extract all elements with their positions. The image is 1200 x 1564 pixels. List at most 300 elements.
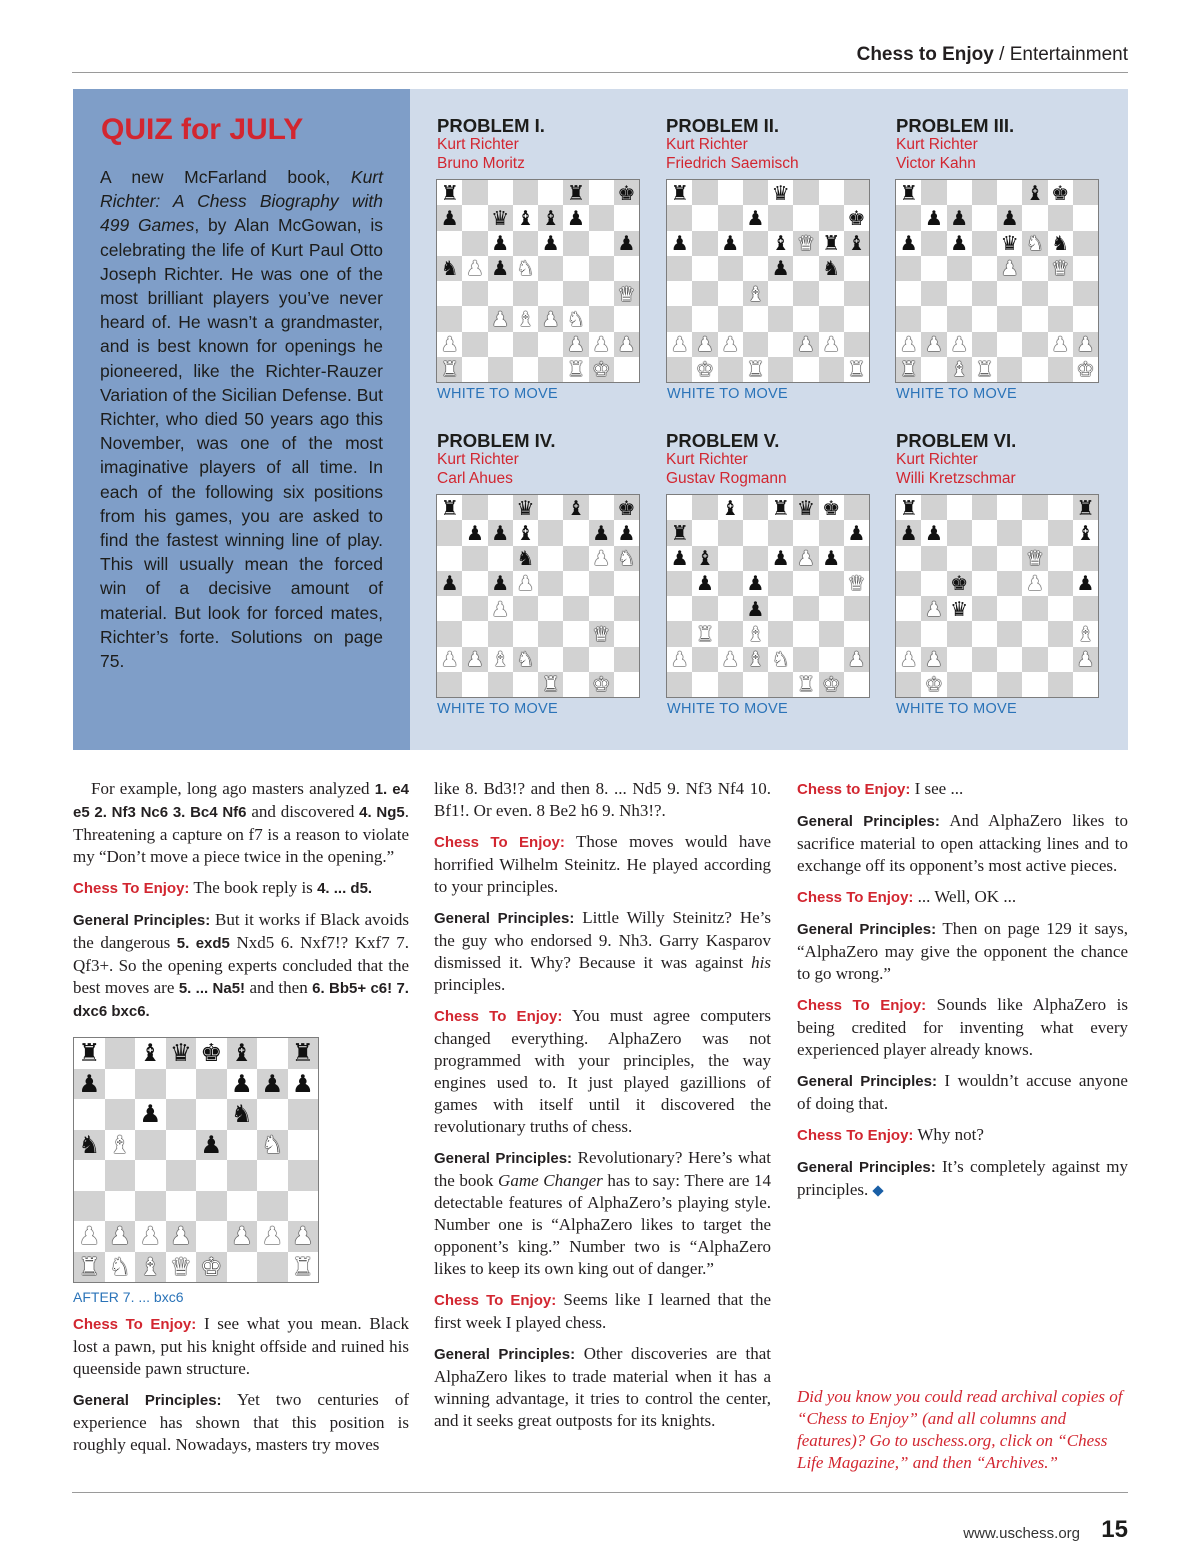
board-square: [667, 205, 692, 230]
board-square: [921, 596, 946, 621]
white-pawn-icon: ♟: [592, 546, 611, 571]
board-square: [768, 520, 793, 545]
board-square: [1048, 256, 1073, 281]
black-rook-icon: ♜: [440, 180, 459, 205]
paragraph: Chess To Enjoy: ... Well, OK ...: [797, 887, 1017, 906]
board-square: [1073, 621, 1098, 646]
board-square: [921, 281, 946, 306]
white-knight-icon: ♞: [1025, 231, 1044, 256]
board-square: [589, 231, 614, 256]
board-square: [947, 546, 972, 571]
board-square: [1073, 256, 1098, 281]
board-square: [768, 495, 793, 520]
board-square: [614, 647, 639, 672]
board-square: [768, 281, 793, 306]
board-square: [614, 256, 639, 281]
board-square: [589, 571, 614, 596]
board-square: [819, 205, 844, 230]
board-square: [589, 205, 614, 230]
board-square: [972, 596, 997, 621]
problem-1-caption: WHITE TO MOVE: [437, 386, 558, 402]
black-bishop-icon: ♝: [771, 231, 790, 256]
board-square: [538, 672, 563, 697]
board-square: [972, 231, 997, 256]
black-bishop-icon: ♝: [721, 495, 740, 520]
board-square: [563, 520, 588, 545]
problem-3: [896, 116, 1101, 173]
header-category: Entertainment: [1009, 44, 1128, 65]
board-square: [257, 1069, 288, 1100]
board-square: [563, 205, 588, 230]
white-pawn-icon: ♟: [670, 647, 689, 672]
black-rook-icon: ♜: [1076, 495, 1095, 520]
board-square: [1048, 596, 1073, 621]
black-pawn-icon: ♟: [721, 231, 740, 256]
black-queen-icon: ♛: [796, 495, 815, 520]
board-square: [692, 180, 717, 205]
board-square: [513, 281, 538, 306]
board-square: [227, 1099, 258, 1130]
white-king-icon: ♚: [200, 1251, 223, 1281]
board-square: [768, 546, 793, 571]
board-square: [437, 256, 462, 281]
white-queen-icon: ♛: [1025, 546, 1044, 571]
board-square: [1048, 621, 1073, 646]
board-square: [166, 1099, 197, 1130]
board-square: [437, 546, 462, 571]
board-square: [196, 1160, 227, 1191]
board-square: [462, 571, 487, 596]
board-square: [1022, 281, 1047, 306]
board-square: [166, 1069, 197, 1100]
black-rook-icon: ♜: [670, 180, 689, 205]
board-square: [844, 306, 869, 331]
problem-2: [666, 116, 871, 173]
board-square: [921, 231, 946, 256]
board-square: [819, 596, 844, 621]
board-square: [1022, 306, 1047, 331]
board-square: [1073, 495, 1098, 520]
board-square: [947, 306, 972, 331]
board-square: [947, 571, 972, 596]
board-square: [462, 495, 487, 520]
board-square: [257, 1252, 288, 1283]
black-pawn-icon: ♟: [670, 231, 689, 256]
black-pawn-icon: ♟: [924, 520, 943, 545]
board-square: [793, 180, 818, 205]
board-square: [921, 495, 946, 520]
board-square: [718, 571, 743, 596]
problem-4-caption: WHITE TO MOVE: [437, 701, 558, 717]
black-pawn-icon: ♟: [261, 1068, 284, 1098]
board-square: [819, 495, 844, 520]
paragraph: Chess To Enjoy: Seems like I learned that the first week I played chess.: [434, 1290, 772, 1332]
black-pawn-icon: ♟: [617, 520, 636, 545]
board-square: [896, 357, 921, 382]
board-square: [513, 621, 538, 646]
board-square: [538, 647, 563, 672]
white-pawn-icon: ♟: [465, 647, 484, 672]
black-pawn-icon: ♟: [230, 1068, 253, 1098]
black-pawn-icon: ♟: [899, 231, 918, 256]
board-square: [718, 647, 743, 672]
board-square: [947, 621, 972, 646]
black-queen-icon: ♛: [950, 596, 969, 621]
board-square: [488, 306, 513, 331]
board-square: [972, 546, 997, 571]
white-pawn-icon: ♟: [491, 306, 510, 331]
problem-6-caption: WHITE TO MOVE: [896, 701, 1017, 717]
board-square: [819, 571, 844, 596]
board-square: [997, 621, 1022, 646]
black-king-icon: ♚: [847, 205, 866, 230]
board-square: [462, 205, 487, 230]
speaker-label: Chess To Enjoy:: [797, 1127, 914, 1144]
board-square: [844, 281, 869, 306]
board-square: [1073, 332, 1098, 357]
board-square: [997, 495, 1022, 520]
board-square: [718, 205, 743, 230]
black-pawn-icon: ♟: [950, 205, 969, 230]
board-square: [462, 306, 487, 331]
white-pawn-icon: ♟: [1025, 571, 1044, 596]
problem-black-player: Bruno Moritz: [437, 154, 525, 172]
speaker-label: General Principles:: [797, 1073, 937, 1090]
board-square: [589, 306, 614, 331]
board-square: [844, 495, 869, 520]
board-square: [488, 281, 513, 306]
board-square: [844, 672, 869, 697]
speaker-label: Chess To Enjoy:: [434, 1008, 563, 1025]
board-square: [437, 281, 462, 306]
black-queen-icon: ♛: [1000, 231, 1019, 256]
board-square: [1073, 546, 1098, 571]
board-square: [538, 357, 563, 382]
footer-url[interactable]: www.uschess.org: [963, 1525, 1080, 1542]
black-pawn-icon: ♟: [491, 231, 510, 256]
board-square: [896, 180, 921, 205]
speaker-label: General Principles:: [73, 1392, 222, 1409]
white-pawn-icon: ♟: [1000, 256, 1019, 281]
white-pawn-icon: ♟: [491, 596, 510, 621]
archive-note: Did you know you could read archival copies of “Chess to Enjoy” (and all columns and features)? Go to uschess.org, click on “Chess Life Magazine,” and then “Archives.”: [797, 1387, 1123, 1472]
board-square: [288, 1221, 319, 1252]
board-square: [288, 1038, 319, 1069]
board-square: [997, 596, 1022, 621]
board-square: [793, 520, 818, 545]
board-square: [589, 672, 614, 697]
board-square: [135, 1069, 166, 1100]
board-square: [819, 647, 844, 672]
header-separator: /: [993, 44, 1010, 65]
speaker-label: General Principles:: [797, 921, 937, 938]
board-square: [1048, 332, 1073, 357]
black-pawn-icon: ♟: [746, 205, 765, 230]
board-square: [538, 306, 563, 331]
board-square: [1073, 180, 1098, 205]
board-square: [844, 647, 869, 672]
paragraph: General Principles: And AlphaZero likes to sacrifice material to open attacking lines and to exchange off its opponent’s most active pieces.: [797, 811, 1128, 875]
board-square: [718, 180, 743, 205]
board-square: [288, 1252, 319, 1283]
board-square: [462, 281, 487, 306]
board-square: [667, 621, 692, 646]
speaker-label: General Principles:: [434, 910, 575, 927]
board-square: [166, 1038, 197, 1069]
speaker-label: Chess To Enjoy:: [73, 880, 190, 897]
board-square: [589, 281, 614, 306]
board-square: [692, 306, 717, 331]
black-knight-icon: ♞: [78, 1129, 101, 1159]
board-square: [1073, 672, 1098, 697]
black-rook-icon: ♜: [78, 1038, 101, 1068]
black-knight-icon: ♞: [230, 1099, 253, 1129]
board-square: [819, 306, 844, 331]
board-square: [257, 1221, 288, 1252]
board-square: [538, 621, 563, 646]
quiz-title: QUIZ for JULY: [101, 113, 304, 146]
board-square: [227, 1221, 258, 1252]
board-square: [1048, 306, 1073, 331]
board-square: [743, 672, 768, 697]
board-square: [947, 180, 972, 205]
white-pawn-icon: ♟: [541, 306, 560, 331]
board-square: [896, 672, 921, 697]
problem-6: [896, 431, 1101, 488]
black-pawn-icon: ♟: [695, 571, 714, 596]
board-square: [997, 180, 1022, 205]
white-bishop-icon: ♝: [950, 357, 969, 382]
board-square: [972, 571, 997, 596]
board-square: [105, 1160, 136, 1191]
board-square: [947, 332, 972, 357]
board-square: [667, 672, 692, 697]
board-square: [844, 596, 869, 621]
board-square: [1022, 596, 1047, 621]
white-pawn-icon: ♟: [1051, 332, 1070, 357]
paragraph: For example, long ago masters analyzed 1. e4 e5 2. Nf3 Nc6 3. Bc4 Nf6 and discovered 4. Ng5. Threatening a capture on f7 is a reason to violate my “Don’t move a piece twice in the opening.”: [73, 779, 410, 866]
black-bishop-icon: ♝: [1076, 520, 1095, 545]
white-bishop-icon: ♝: [139, 1251, 162, 1281]
white-bishop-icon: ♝: [746, 621, 765, 646]
black-bishop-icon: ♝: [847, 231, 866, 256]
white-queen-icon: ♛: [796, 231, 815, 256]
board-square: [614, 571, 639, 596]
white-pawn-icon: ♟: [822, 332, 841, 357]
paragraph: Chess to Enjoy: I see ...: [797, 779, 964, 798]
board-square: [896, 281, 921, 306]
chessboard-problem-3: [895, 179, 1099, 383]
board-square: [614, 180, 639, 205]
board-square: [1022, 571, 1047, 596]
article-column-2: [434, 778, 771, 1441]
board-square: [997, 256, 1022, 281]
white-pawn-icon: ♟: [592, 332, 611, 357]
chessboard-problem-1: [436, 179, 640, 383]
board-square: [947, 596, 972, 621]
board-square: [743, 231, 768, 256]
black-bishop-icon: ♝: [230, 1038, 253, 1068]
board-square: [488, 495, 513, 520]
board-square: [488, 205, 513, 230]
paragraph: General Principles: Little Willy Steinitz? He’s the guy who endorsed 9. Nh3. Garry Kasparov dismissed it. Why? Because it was against his principles.: [434, 908, 771, 994]
board-square: [793, 647, 818, 672]
board-square: [513, 332, 538, 357]
white-pawn-icon: ♟: [108, 1221, 131, 1251]
black-pawn-icon: ♟: [566, 205, 585, 230]
black-rook-icon: ♜: [566, 180, 585, 205]
board-square: [819, 256, 844, 281]
board-square: [196, 1038, 227, 1069]
page-number: 15: [1101, 1516, 1128, 1543]
board-square: [488, 520, 513, 545]
white-king-icon: ♚: [592, 357, 611, 382]
white-rook-icon: ♜: [975, 357, 994, 382]
board-square: [743, 306, 768, 331]
black-knight-icon: ♞: [516, 546, 535, 571]
board-square: [947, 256, 972, 281]
black-knight-icon: ♞: [440, 256, 459, 281]
board-square: [997, 231, 1022, 256]
board-square: [614, 332, 639, 357]
article-column-3: [797, 778, 1128, 1210]
board-square: [589, 495, 614, 520]
board-square: [947, 520, 972, 545]
board-square: [462, 647, 487, 672]
white-bishop-icon: ♝: [746, 281, 765, 306]
white-pawn-icon: ♟: [924, 596, 943, 621]
board-square: [1022, 647, 1047, 672]
board-square: [819, 357, 844, 382]
board-square: [793, 281, 818, 306]
board-square: [1022, 495, 1047, 520]
white-pawn-icon: ♟: [566, 332, 585, 357]
board-square: [896, 306, 921, 331]
white-pawn-icon: ♟: [721, 647, 740, 672]
white-pawn-icon: ♟: [950, 332, 969, 357]
white-pawn-icon: ♟: [291, 1221, 314, 1251]
board-square: [462, 231, 487, 256]
problem-title: PROBLEM I.: [437, 115, 545, 136]
board-square: [768, 180, 793, 205]
speaker-label: General Principles:: [434, 1346, 576, 1363]
white-rook-icon: ♜: [440, 357, 459, 382]
board-square: [1048, 571, 1073, 596]
black-pawn-icon: ♟: [465, 520, 484, 545]
black-pawn-icon: ♟: [491, 571, 510, 596]
problem-white-player: Kurt Richter: [437, 136, 519, 153]
board-square: [743, 596, 768, 621]
board-square: [896, 571, 921, 596]
board-square: [997, 520, 1022, 545]
white-knight-icon: ♞: [617, 546, 636, 571]
problem-title: PROBLEM II.: [666, 115, 780, 136]
problem-5-caption: WHITE TO MOVE: [667, 701, 788, 717]
board-square: [667, 647, 692, 672]
problem-title: PROBLEM VI.: [896, 430, 1017, 451]
problem-white-player: Kurt Richter: [666, 136, 748, 153]
board-square: [135, 1252, 166, 1283]
board-square: [921, 256, 946, 281]
white-pawn-icon: ♟: [516, 571, 535, 596]
board-square: [793, 332, 818, 357]
quiz-intro: A new McFarland book, Kurt Richter: A Chess Biography with 499 Games, by Alan McGowan, is celebrating the life of Kurt Paul Otto Joseph Richter. He was one of the most brilliant players you’ve never heard of. He wasn’t a grandmaster, and is best known for openings he pioneered, like the Richter-Rauzer Variation of the Sicilian Defense. But Richter, who died 50 years ago this November, was one of the most imaginative players of all time. In each of the following six positions from his games, you are asked to find the fastest winning line of play. This will usually mean the forced win of a decisive amount of material. But look for forced mates, Richter’s forte. Solutions on page 75.: [100, 167, 383, 672]
board-square: [718, 256, 743, 281]
board-square: [563, 357, 588, 382]
board-square: [614, 520, 639, 545]
paragraph: General Principles: Other discoveries are that AlphaZero likes to trade material when it has a winning advantage, it tries to control the center, and it seeks great outposts for its knights.: [434, 1344, 771, 1430]
board-square: [896, 520, 921, 545]
board-square: [462, 596, 487, 621]
chessboard-problem-2: [666, 179, 870, 383]
problem-black-player: Victor Kahn: [896, 154, 976, 172]
board-square: [589, 647, 614, 672]
white-pawn-icon: ♟: [899, 332, 918, 357]
board-square: [743, 546, 768, 571]
white-queen-icon: ♛: [847, 571, 866, 596]
board-square: [488, 571, 513, 596]
board-square: [667, 256, 692, 281]
board-square: [538, 520, 563, 545]
board-square: [166, 1130, 197, 1161]
board-square: [538, 495, 563, 520]
book-title: Kurt Richter: A Chess Biography with 499 Games: [100, 167, 383, 236]
board-square: [257, 1130, 288, 1161]
board-square: [563, 256, 588, 281]
quiz-panel: [73, 89, 1128, 750]
board-square: [1022, 205, 1047, 230]
board-square: [437, 231, 462, 256]
board-square: [74, 1252, 105, 1283]
board-square: [488, 596, 513, 621]
speaker-label: Chess To Enjoy:: [434, 834, 565, 851]
board-square: [972, 306, 997, 331]
board-square: [105, 1099, 136, 1130]
white-pawn-icon: ♟: [169, 1221, 192, 1251]
black-pawn-icon: ♟: [746, 596, 765, 621]
problem-title: PROBLEM IV.: [437, 430, 556, 451]
board-square: [563, 546, 588, 571]
board-square: [257, 1160, 288, 1191]
board-square: [589, 256, 614, 281]
board-square: [513, 672, 538, 697]
board-square: [896, 647, 921, 672]
board-square: [997, 672, 1022, 697]
board-square: [538, 596, 563, 621]
board-square: [488, 332, 513, 357]
board-square: [718, 672, 743, 697]
white-rook-icon: ♜: [746, 357, 765, 382]
white-bishop-icon: ♝: [1076, 621, 1095, 646]
white-pawn-icon: ♟: [796, 332, 815, 357]
problem-2-caption: WHITE TO MOVE: [667, 386, 788, 402]
problem-5: [666, 431, 871, 488]
board-square: [896, 231, 921, 256]
black-bishop-icon: ♝: [1025, 180, 1044, 205]
board-square: [667, 546, 692, 571]
board-square: [793, 596, 818, 621]
board-square: [844, 546, 869, 571]
board-square: [135, 1038, 166, 1069]
board-square: [768, 647, 793, 672]
board-square: [462, 180, 487, 205]
white-knight-icon: ♞: [261, 1129, 284, 1159]
board-square: [997, 546, 1022, 571]
board-square: [488, 647, 513, 672]
white-bishop-icon: ♝: [516, 306, 535, 331]
board-square: [135, 1099, 166, 1130]
paragraph: General Principles: Revolutionary? Here’s what the book Game Changer has to say: There are 14 detectable features of AlphaZero’s playing style. Number one is “AlphaZero likes to target the opponent’s king.” Number two is “AlphaZero likes to keep its own king out of danger.”: [434, 1148, 771, 1278]
